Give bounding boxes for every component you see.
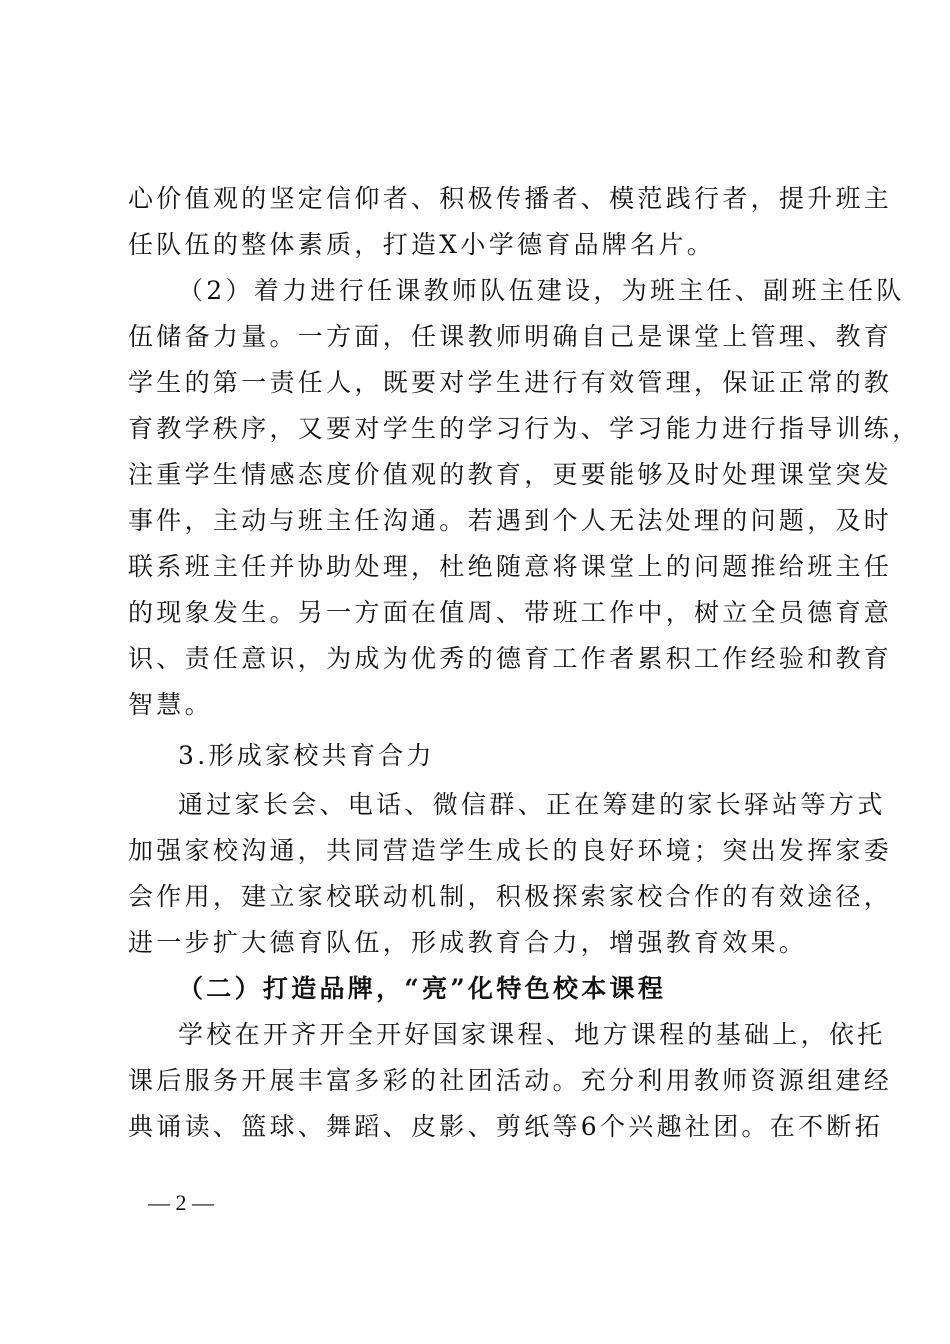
text-line-12: 智慧。 bbox=[128, 690, 213, 719]
text-line-19: 学校在开齐开全开好国家课程、地方课程的基础上，依托 bbox=[178, 1020, 886, 1049]
text-line-2: 任队伍的整体素质，打造X小学德育品牌名片。 bbox=[128, 230, 716, 259]
text-line-3: （2）着力进行任课教师队伍建设，为班主任、副班主任队 bbox=[178, 276, 905, 305]
text-line-14: 通过家长会、电话、微信群、正在筹建的家长驿站等方式 bbox=[178, 790, 886, 819]
text-line-15: 加强家校沟通，共同营造学生成长的良好环境；突出发挥家委 bbox=[128, 836, 893, 865]
text-line-4: 伍储备力量。一方面，任课教师明确自己是课堂上管理、教育 bbox=[128, 322, 893, 351]
text-line-20: 课后服务开展丰富多彩的社团活动。充分利用教师资源组建经 bbox=[128, 1066, 893, 1095]
section-heading-2: （二）打造品牌，“亮”化特色校本课程 bbox=[178, 974, 667, 1003]
text-line-5: 学生的第一责任人，既要对学生进行有效管理，保证正常的教 bbox=[128, 368, 893, 397]
text-line-21: 典诵读、篮球、舞蹈、皮影、剪纸等6个兴趣社团。在不断拓 bbox=[128, 1112, 884, 1141]
text-line-6: 育教学秩序，又要对学生的学习行为、学习能力进行指导训练， bbox=[128, 414, 921, 443]
text-line-7: 注重学生情感态度价值观的教育，更要能够及时处理课堂突发 bbox=[128, 460, 893, 489]
text-line-8: 事件，主动与班主任沟通。若遇到个人无法处理的问题，及时 bbox=[128, 506, 893, 535]
text-line-9: 联系班主任并协助处理，杜绝随意将课堂上的问题推给班主任 bbox=[128, 552, 893, 581]
page-number: — 2 — bbox=[148, 1190, 214, 1215]
text-line-11: 识、责任意识，为成为优秀的德育工作者累积工作经验和教育 bbox=[128, 644, 893, 673]
text-line-1: 心价值观的坚定信仰者、积极传播者、模范践行者，提升班主 bbox=[128, 184, 893, 213]
text-line-10: 的现象发生。另一方面在值周、带班工作中，树立全员德育意 bbox=[128, 598, 893, 627]
text-line-17: 进一步扩大德育队伍，形成教育合力，增强教育效果。 bbox=[128, 928, 808, 957]
section-heading-3: 3.形成家校共育合力 bbox=[178, 741, 435, 770]
text-line-16: 会作用，建立家校联动机制，积极探索家校合作的有效途径， bbox=[128, 882, 893, 911]
